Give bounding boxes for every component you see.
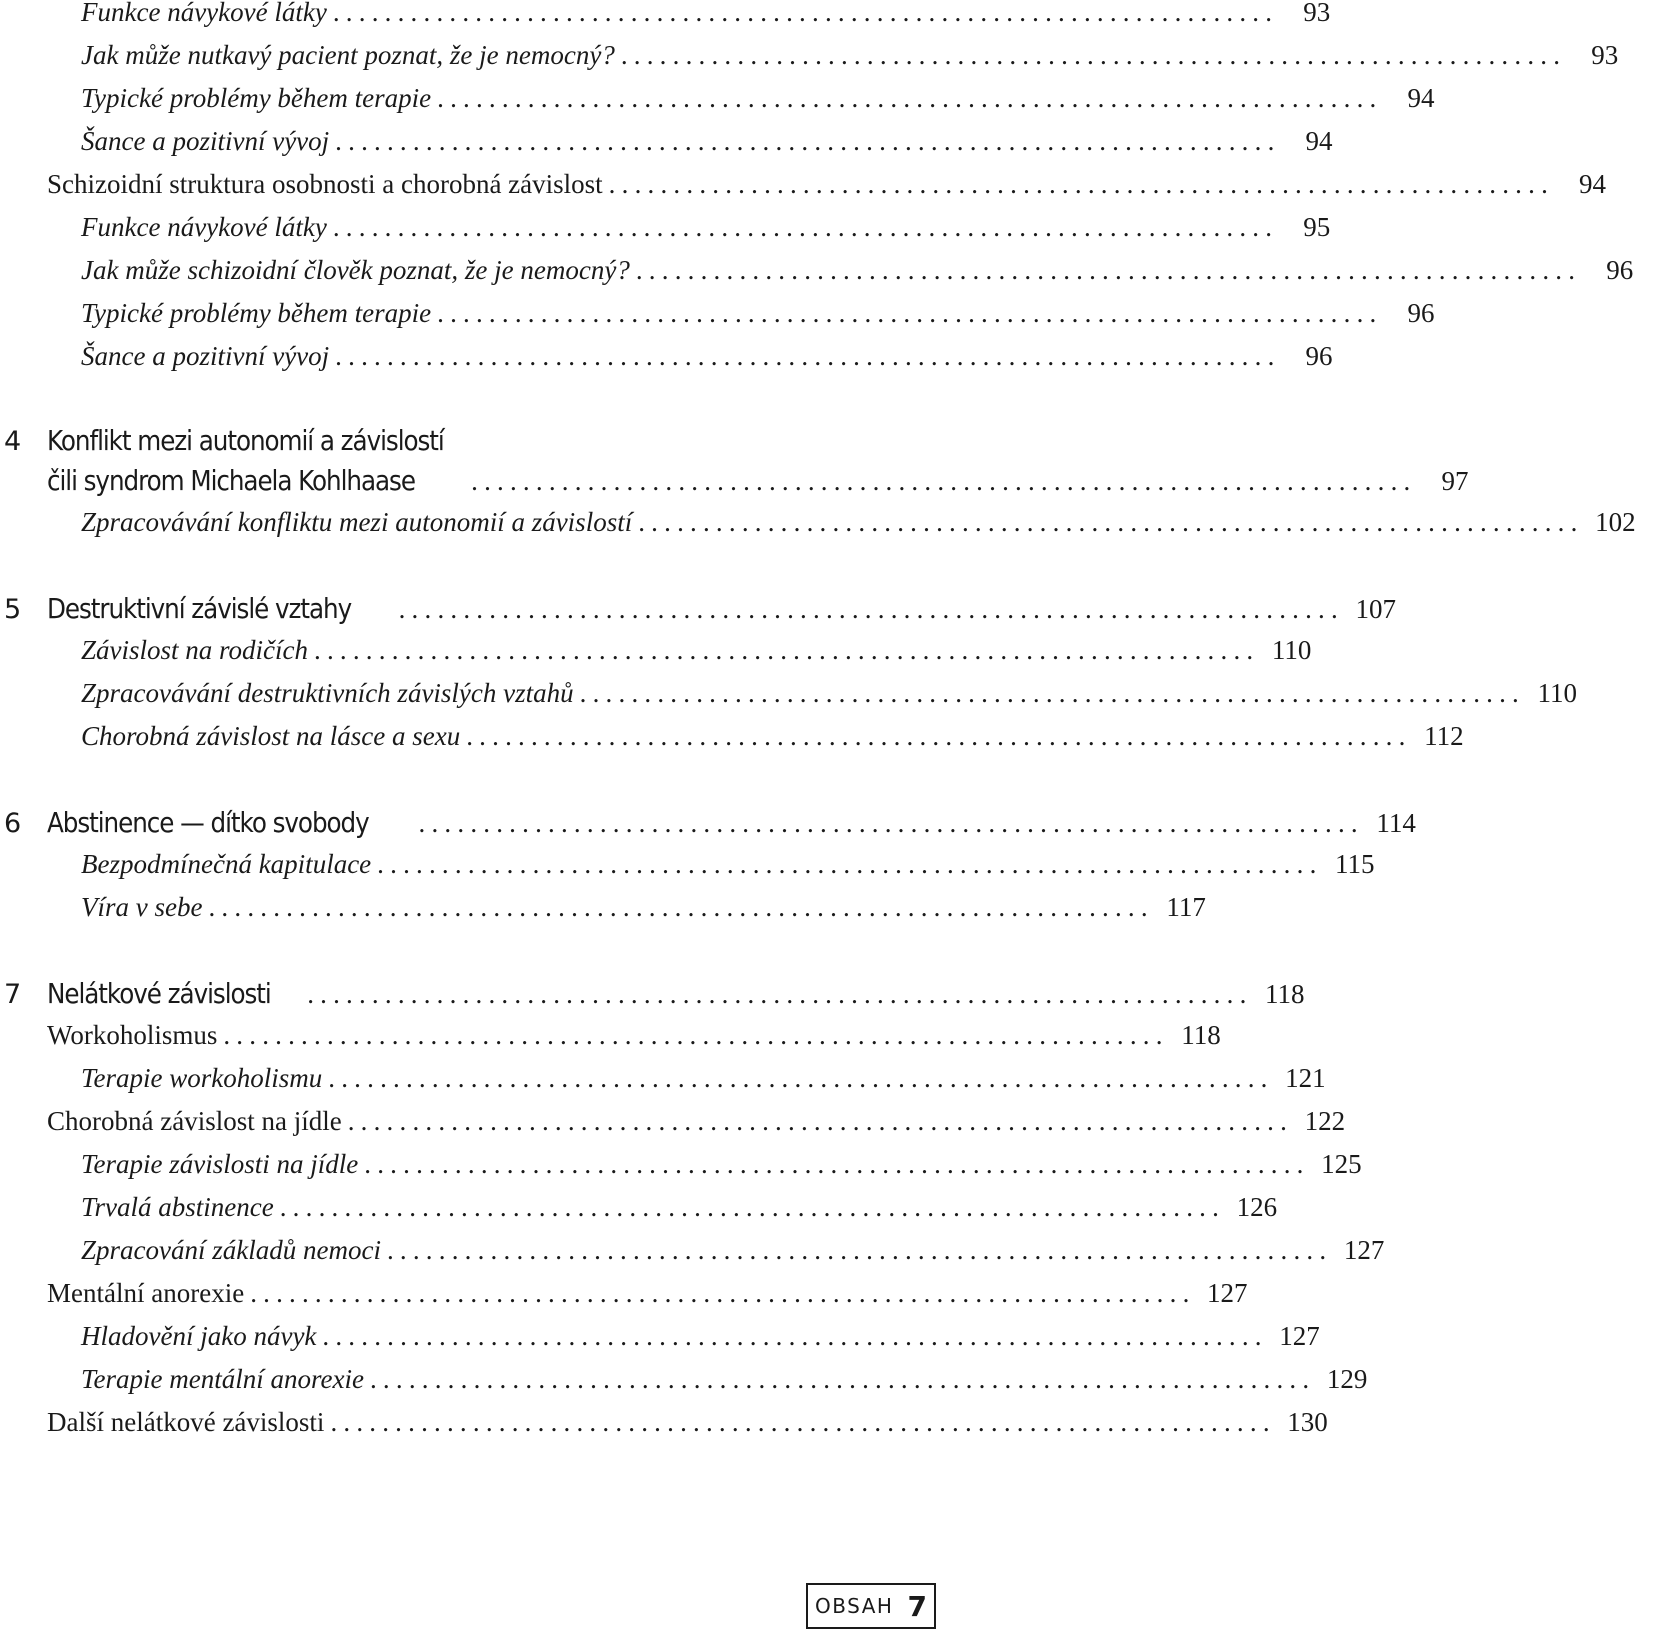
toc-entry	[0, 849, 1375, 889]
toc-entry	[0, 212, 1331, 252]
toc-leader-dots: .........................................................................	[437, 83, 1383, 113]
toc-entry-page: 107	[1355, 594, 1396, 624]
toc-entry	[0, 1063, 1326, 1103]
toc-entry-page: 126	[1236, 1192, 1278, 1222]
toc-leader-dots: .........................................................................	[335, 126, 1281, 156]
toc-entry	[0, 892, 1206, 932]
toc-entry-page: 121	[1285, 1063, 1326, 1093]
toc-entry-title: Zpracovávání konfliktu mezi autonomií a závislostí	[81, 507, 638, 538]
toc-leader-dots: .........................................................................	[328, 1063, 1274, 1093]
toc-entry	[0, 0, 1331, 37]
toc-entry-page: 97	[1441, 466, 1469, 496]
toc-entry	[0, 1321, 1320, 1361]
toc-leader-dots: .........................................................................	[332, 212, 1279, 242]
toc-entry-title: Funkce návykové látky	[81, 0, 333, 28]
toc-entry-title: Zpracování základů nemoci	[81, 1235, 387, 1266]
toc-entry-page: 96	[1606, 255, 1634, 285]
toc-entry	[0, 1235, 1385, 1275]
toc-entry-title: Typické problémy během terapie	[81, 298, 437, 329]
toc-entry-page: 114	[1376, 808, 1416, 838]
chapter-number: 6	[4, 808, 21, 839]
toc-entry	[0, 635, 1312, 675]
toc-leader-dots: .........................................................................	[418, 808, 1364, 838]
chapter-number: 4	[4, 426, 21, 457]
toc-leader-dots: .........................................................................	[466, 721, 1412, 751]
toc-leader-dots: .........................................................................	[635, 255, 1582, 285]
toc-entry-page: 118	[1265, 979, 1305, 1009]
toc-entry-page: 127	[1279, 1321, 1320, 1351]
toc-entry-page: 93	[1303, 0, 1331, 27]
toc-entry-title: Mentální anorexie	[47, 1278, 250, 1309]
toc-entry	[0, 1149, 1362, 1189]
toc-leader-dots: .........................................................................	[322, 1321, 1268, 1351]
toc-leader-dots: .........................................................................	[364, 1149, 1310, 1179]
toc-entry	[0, 169, 1607, 209]
toc-entry	[0, 1278, 1248, 1318]
toc-leader-dots: .........................................................................	[335, 341, 1281, 371]
toc-entry-title: Chorobná závislost na lásce a sexu	[81, 721, 466, 752]
toc-entry-page: 102	[1595, 507, 1636, 537]
toc-entry-page: 93	[1591, 40, 1619, 70]
toc-entry-page: 127	[1207, 1278, 1248, 1308]
toc-leader-dots: .........................................................................	[223, 1020, 1169, 1050]
toc-entry-title: Další nelátkové závislosti	[47, 1407, 330, 1438]
toc-leader-dots: .........................................................................	[377, 849, 1323, 879]
toc-entry-page: 95	[1303, 212, 1331, 242]
toc-entry-page: 94	[1305, 126, 1333, 156]
page-number: 7	[907, 1589, 927, 1623]
toc-entry-title: Jak může schizoidní člověk poznat, že je nemocný?	[81, 255, 636, 286]
toc-entry-title: Terapie mentální anorexie	[81, 1364, 370, 1395]
toc-entry	[0, 1106, 1346, 1146]
chapter-number: 5	[4, 594, 21, 625]
section-label: OBSAH	[815, 1594, 894, 1618]
toc-entry-page: 94	[1407, 83, 1435, 113]
toc-entry-page: 122	[1304, 1106, 1346, 1136]
toc-entry-page: 94	[1579, 169, 1607, 199]
toc-entry-title: Šance a pozitivní vývoj	[81, 341, 335, 372]
toc-entry-title: Typické problémy během terapie	[81, 83, 437, 114]
toc-leader-dots: .........................................................................	[279, 1192, 1226, 1222]
toc-entry	[0, 507, 1636, 547]
toc-entry	[0, 298, 1435, 338]
toc-entry	[0, 678, 1578, 718]
toc-leader-dots: .........................................................................	[579, 678, 1526, 708]
toc-leader-dots: .........................................................................	[330, 1407, 1276, 1437]
toc-entry	[0, 40, 1619, 80]
toc-chapter	[0, 464, 1469, 504]
toc-entry	[0, 341, 1333, 381]
toc-entry	[0, 1364, 1368, 1404]
toc-leader-dots: .........................................................................	[386, 1235, 1333, 1265]
toc-leader-dots: .........................................................................	[347, 1106, 1294, 1136]
chapter-title: Destruktivní závislé vztahy	[47, 592, 356, 625]
toc-entry-title: Zpracovávání destruktivních závislých vztahů	[81, 678, 580, 709]
chapter-title: čili syndrom Michaela Kohlhaase	[47, 464, 420, 497]
toc-leader-dots: .........................................................................	[620, 40, 1567, 70]
toc-entry-title: Víra v sebe	[81, 892, 208, 923]
toc-entry	[0, 83, 1435, 123]
toc-entry-title: Terapie závislosti na jídle	[81, 1149, 364, 1180]
toc-chapter	[0, 592, 1396, 632]
toc-entry	[0, 255, 1634, 295]
toc-leader-dots: .........................................................................	[250, 1278, 1196, 1308]
toc-entry-title: Workoholismus	[47, 1020, 223, 1051]
toc-entry	[0, 1020, 1221, 1060]
toc-entry-page: 115	[1335, 849, 1375, 879]
toc-entry-page: 127	[1343, 1235, 1385, 1265]
toc-chapter	[0, 806, 1416, 846]
toc-leader-dots: .........................................................................	[307, 979, 1253, 1009]
toc-chapter	[0, 977, 1305, 1017]
toc-leader-dots: .........................................................................	[314, 635, 1260, 665]
toc-leader-dots: .........................................................................	[638, 507, 1584, 537]
toc-entry-title: Chorobná závislost na jídle	[47, 1106, 348, 1137]
toc-entry-title: Jak může nutkavý pacient poznat, že je nemocný?	[81, 40, 621, 71]
toc-entry-title: Bezpodmínečná kapitulace	[81, 849, 377, 880]
toc-entry-page: 129	[1326, 1364, 1368, 1394]
toc-entry-page: 110	[1271, 635, 1312, 665]
toc-entry	[0, 1407, 1328, 1447]
chapter-title-line1: Konflikt mezi autonomií a závislostí	[47, 424, 444, 457]
toc-entry-page: 112	[1424, 721, 1464, 751]
toc-entry-title: Schizoidní struktura osobnosti a chorobná závislost	[47, 169, 609, 200]
chapter-title: Nelátkové závislosti	[47, 977, 276, 1010]
chapter-title: Abstinence — dítko svobody	[47, 806, 374, 839]
toc-entry	[0, 721, 1464, 761]
toc-leader-dots: .........................................................................	[471, 466, 1417, 496]
toc-entry-page: 117	[1166, 892, 1206, 922]
toc-entry-page: 118	[1181, 1020, 1221, 1050]
toc-entry-title: Šance a pozitivní vývoj	[81, 126, 335, 157]
toc-leader-dots: .........................................................................	[369, 1364, 1316, 1394]
toc-leader-dots: .........................................................................	[608, 169, 1555, 199]
toc-entry	[0, 1192, 1278, 1232]
toc-leader-dots: .........................................................................	[437, 298, 1383, 328]
toc-entry-title: Terapie workoholismu	[81, 1063, 328, 1094]
toc-entry-page: 130	[1287, 1407, 1328, 1437]
toc-leader-dots: .........................................................................	[398, 594, 1344, 624]
toc-entry-page: 125	[1321, 1149, 1362, 1179]
toc-entry-title: Závislost na rodičích	[81, 635, 314, 666]
page-footer-box	[806, 1583, 936, 1629]
toc-entry-title: Trvalá abstinence	[81, 1192, 280, 1223]
toc-entry-title: Hladovění jako návyk	[81, 1321, 322, 1352]
toc-entry-page: 110	[1537, 678, 1578, 708]
toc-entry	[0, 126, 1333, 166]
toc-entry-page: 96	[1407, 298, 1435, 328]
toc-leader-dots: .........................................................................	[332, 0, 1279, 27]
chapter-number: 7	[4, 979, 21, 1010]
toc-entry-page: 96	[1305, 341, 1333, 371]
toc-entry-title: Funkce návykové látky	[81, 212, 333, 243]
toc-leader-dots: .........................................................................	[208, 892, 1154, 922]
